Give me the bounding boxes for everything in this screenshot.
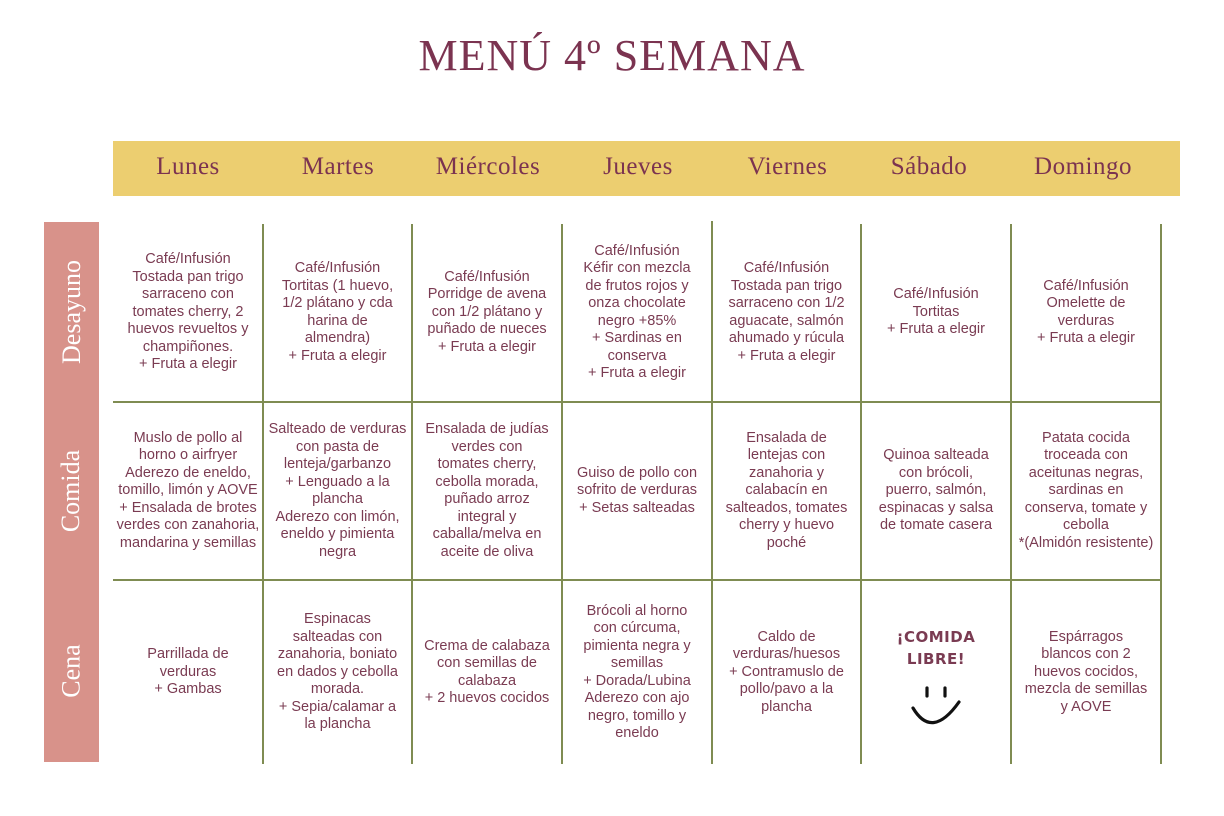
day-header-sabado: Sábado: [890, 153, 968, 180]
day-header-domingo: Domingo: [1034, 153, 1132, 180]
cell-cena-viernes: Caldo de verduras/huesos + Contramuslo de pollo/pavo a la plancha: [729, 628, 844, 715]
meal-label-desayuno: Desayuno: [56, 260, 86, 364]
cell-desayuno-jueves: Café/Infusión Kéfir con mezcla de frutos rojos y onza chocolate negro +85% + Sardinas en conserva + Fruta a elegir: [583, 242, 691, 381]
cell-comida-sabado: Quinoa salteada con brócoli, puerro, salmón, espinacas y salsa de tomate casera: [878, 447, 994, 534]
cell-cena-martes: Espinacas salteadas con zanahoria, boniato en dados y cebolla morada. + Sepia/calamar a la plancha: [277, 611, 398, 733]
cell-desayuno-sabado: Café/Infusión Tortitas + Fruta a elegir: [887, 286, 985, 338]
smiley-face-icon: [906, 682, 966, 730]
free-meal-label: ¡COMIDA LIBRE!: [896, 628, 976, 668]
cell-cena-jueves: Brócoli al horno con cúrcuma, pimienta negra y semillas + Dorada/Lubina Aderezo con ajo negro, tomillo y eneldo: [583, 602, 691, 741]
cell-desayuno-domingo: Café/Infusión Omelette de verduras + Fruta a elegir: [1037, 277, 1135, 346]
day-header-viernes: Viernes: [747, 153, 828, 180]
day-header-martes: Martes: [301, 153, 375, 180]
days-header-bar: [113, 141, 1180, 196]
cell-desayuno-martes: Café/Infusión Tortitas (1 huevo, 1/2 plátano y cda harina de almendra) + Fruta a elegir: [281, 260, 394, 364]
meal-label-cena: Cena: [56, 644, 86, 698]
day-header-miercoles: Miércoles: [435, 153, 541, 180]
day-header-jueves: Jueves: [603, 153, 673, 180]
cell-comida-jueves: Guiso de pollo con sofrito de verduras + Setas salteadas: [576, 464, 698, 516]
cell-comida-domingo: Patata cocida troceada con aceitunas negras, sardinas en conserva, tomate y cebolla *(Almidón resistente): [1018, 429, 1154, 551]
cell-cena-lunes: Parrillada de verduras + Gambas: [147, 646, 229, 698]
meal-label-comida: Comida: [56, 449, 86, 533]
cell-comida-martes: Salteado de verduras con pasta de lenteja/garbanzo + Lenguado a la plancha Aderezo con limón, eneldo y pimienta negra: [268, 421, 407, 560]
cell-comida-miercoles: Ensalada de judías verdes con tomates cherry, cebolla morada, puñado arroz integral y caballa/melva en aceite de oliva: [425, 421, 549, 560]
cell-comida-lunes: Muslo de pollo al horno o airfryer Aderezo de eneldo, tomillo, limón y AOVE + Ensalada de brotes verdes con zanahoria, mandarina y semillas: [116, 429, 260, 551]
cell-desayuno-miercoles: Café/Infusión Porridge de avena con 1/2 plátano y puñado de nueces + Fruta a elegir: [427, 268, 547, 355]
cell-cena-domingo: Espárragos blancos con 2 huevos cocidos, mezcla de semillas y AOVE: [1024, 628, 1148, 715]
day-header-lunes: Lunes: [156, 153, 220, 180]
meal-sidebar: [44, 222, 99, 762]
cell-desayuno-lunes: Café/Infusión Tostada pan trigo sarraceno con tomates cherry, 2 huevos revueltos y champiñones. + Fruta a elegir: [127, 251, 249, 373]
cell-comida-viernes: Ensalada de lentejas con zanahoria y calabacín en salteados, tomates cherry y huevo poché: [725, 429, 848, 551]
cell-desayuno-viernes: Café/Infusión Tostada pan trigo sarraceno con 1/2 aguacate, salmón ahumado y rúcula + Fruta a elegir: [728, 260, 845, 364]
cell-cena-miercoles: Crema de calabaza con semillas de calabaza + 2 huevos cocidos: [424, 637, 550, 706]
page-title: MENÚ 4º SEMANA: [418, 31, 806, 80]
